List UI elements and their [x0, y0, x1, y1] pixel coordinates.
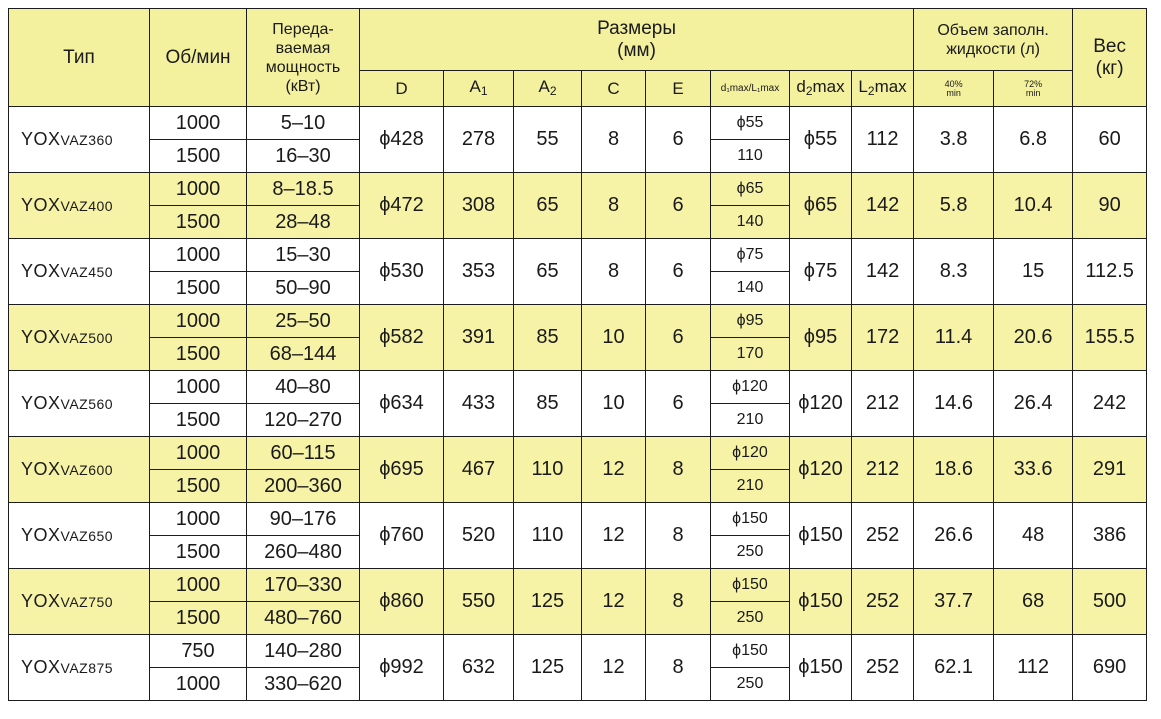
dim-E: 6: [646, 107, 711, 173]
dim-A2: 65: [514, 239, 582, 305]
dim-L2max: 252: [852, 635, 914, 701]
table-row: [9, 305, 1147, 338]
volume-72: 20.6: [994, 305, 1073, 371]
dim-L1max: 140: [711, 206, 790, 239]
table-row: [9, 569, 1147, 602]
dim-L1max: 250: [711, 602, 790, 635]
volume-72: 15: [994, 239, 1073, 305]
weight: 60: [1073, 107, 1147, 173]
dim-C: 8: [582, 173, 646, 239]
power-1: 25–50: [247, 305, 360, 338]
model-type: [9, 569, 150, 635]
dim-d2max: ϕ150: [790, 569, 852, 635]
volume-72: 112: [994, 635, 1073, 701]
header-col-d2-suffix: max: [812, 76, 845, 96]
rpm-2: 1500: [150, 602, 247, 635]
header-col-A2-sub: 2: [549, 83, 557, 98]
dim-A2: 65: [514, 173, 582, 239]
dim-D: ϕ760: [360, 503, 444, 569]
header-col-A1: [444, 71, 514, 107]
weight: 90: [1073, 173, 1147, 239]
power-2: 480–760: [247, 602, 360, 635]
dim-C: 12: [582, 437, 646, 503]
header-col-D: D: [360, 71, 444, 107]
weight: 291: [1073, 437, 1147, 503]
rpm-2: 1500: [150, 404, 247, 437]
weight: 500: [1073, 569, 1147, 635]
dim-D: ϕ472: [360, 173, 444, 239]
rpm-2: 1500: [150, 206, 247, 239]
header-type: Тип: [9, 9, 150, 107]
dim-A1: 278: [444, 107, 514, 173]
dim-L1max: 250: [711, 668, 790, 701]
power-2: 260–480: [247, 536, 360, 569]
dim-L2max: 252: [852, 569, 914, 635]
header-col-C: C: [582, 71, 646, 107]
power-2: 200–360: [247, 470, 360, 503]
dim-E: 8: [646, 437, 711, 503]
rpm-1: 1000: [150, 173, 247, 206]
dim-L2max: 252: [852, 503, 914, 569]
model-suffix: VAZ400: [60, 198, 114, 214]
model-suffix: VAZ750: [60, 594, 114, 610]
header-rpm: Об/мин: [150, 9, 247, 107]
dim-d2max: ϕ75: [790, 239, 852, 305]
dim-D: ϕ860: [360, 569, 444, 635]
header-col-E: E: [646, 71, 711, 107]
dim-L1max: 170: [711, 338, 790, 371]
power-2: 50–90: [247, 272, 360, 305]
power-2: 68–144: [247, 338, 360, 371]
rpm-1: 1000: [150, 503, 247, 536]
model-type: [9, 173, 150, 239]
header-col-d2-sub: 2: [805, 83, 813, 98]
dim-L1max: 250: [711, 536, 790, 569]
volume-72: 48: [994, 503, 1073, 569]
table-row: [9, 503, 1147, 536]
weight: 155.5: [1073, 305, 1147, 371]
rpm-2: 1500: [150, 536, 247, 569]
dim-L1max: 210: [711, 404, 790, 437]
power-1: 15–30: [247, 239, 360, 272]
dim-A2: 110: [514, 437, 582, 503]
dim-C: 8: [582, 107, 646, 173]
model-prefix: YOX: [21, 393, 61, 413]
model-suffix: VAZ450: [60, 264, 114, 280]
model-prefix: YOX: [21, 459, 61, 479]
power-1: 90–176: [247, 503, 360, 536]
table-row: [9, 371, 1147, 404]
rpm-1: 1000: [150, 239, 247, 272]
dim-d1max: ϕ150: [711, 503, 790, 536]
rpm-1: 1000: [150, 437, 247, 470]
volume-40: 11.4: [914, 305, 994, 371]
dim-E: 6: [646, 239, 711, 305]
dim-D: ϕ582: [360, 305, 444, 371]
dim-E: 6: [646, 305, 711, 371]
model-prefix: YOX: [21, 261, 61, 281]
header-vol40-min: min: [946, 87, 961, 98]
header-col-d1-L1: d₁max/L₁max: [711, 71, 790, 107]
dim-L1max: 110: [711, 140, 790, 173]
header-dimensions-line2: (мм): [617, 39, 656, 61]
dim-L2max: 212: [852, 437, 914, 503]
dim-d1max: ϕ75: [711, 239, 790, 272]
header-volume: [914, 9, 1073, 71]
dim-d1max: ϕ150: [711, 635, 790, 668]
volume-72: 26.4: [994, 371, 1073, 437]
header-col-A1-base: A: [469, 76, 481, 96]
dim-E: 6: [646, 173, 711, 239]
dim-d1max: ϕ120: [711, 371, 790, 404]
dim-A1: 433: [444, 371, 514, 437]
dim-d1max: ϕ120: [711, 437, 790, 470]
dim-A1: 391: [444, 305, 514, 371]
model-prefix: YOX: [21, 591, 61, 611]
volume-72: 33.6: [994, 437, 1073, 503]
header-power-line2: ваемая: [275, 39, 331, 57]
spec-table: [8, 8, 1147, 701]
power-1: 140–280: [247, 635, 360, 668]
dim-d2max: ϕ120: [790, 437, 852, 503]
header-col-A1-sub: 1: [480, 83, 488, 98]
model-prefix: YOX: [21, 327, 61, 347]
header-dimensions: [360, 9, 914, 71]
header-power-line1: Переда-: [272, 20, 334, 38]
header-col-L2-base: L: [858, 76, 868, 96]
rpm-1: 1000: [150, 569, 247, 602]
header-power-line3: мощность: [265, 58, 341, 76]
dim-L2max: 142: [852, 239, 914, 305]
header-col-vol72: [994, 71, 1073, 107]
power-2: 28–48: [247, 206, 360, 239]
dim-L2max: 112: [852, 107, 914, 173]
dim-A1: 632: [444, 635, 514, 701]
header-weight-line1: Вес: [1093, 35, 1126, 57]
weight: 386: [1073, 503, 1147, 569]
header-volume-line2: жидкости (л): [946, 40, 1040, 58]
power-2: 120–270: [247, 404, 360, 437]
dim-d2max: ϕ55: [790, 107, 852, 173]
table-row: [9, 635, 1147, 668]
dim-D: ϕ428: [360, 107, 444, 173]
dim-d2max: ϕ120: [790, 371, 852, 437]
header-col-A2-base: A: [538, 76, 550, 96]
dim-E: 8: [646, 569, 711, 635]
header-vol72-min: min: [1025, 87, 1041, 98]
volume-40: 62.1: [914, 635, 994, 701]
model-prefix: YOX: [21, 129, 61, 149]
model-suffix: VAZ560: [60, 396, 114, 412]
volume-40: 5.8: [914, 173, 994, 239]
table-row: [9, 173, 1147, 206]
dim-E: 6: [646, 371, 711, 437]
dim-d1max: ϕ55: [711, 107, 790, 140]
rpm-2: 1000: [150, 668, 247, 701]
power-1: 5–10: [247, 107, 360, 140]
header-power: [247, 9, 360, 107]
header-vol40-pct: 40%: [944, 78, 963, 89]
header-col-A2: [514, 71, 582, 107]
dim-L1max: 210: [711, 470, 790, 503]
model-suffix: VAZ600: [60, 462, 114, 478]
model-prefix: YOX: [21, 525, 61, 545]
dim-C: 8: [582, 239, 646, 305]
model-type: [9, 503, 150, 569]
rpm-1: 1000: [150, 371, 247, 404]
dim-D: ϕ992: [360, 635, 444, 701]
header-col-L2-sub: 2: [867, 83, 875, 98]
dim-A1: 353: [444, 239, 514, 305]
header-col-d2-base: d: [796, 76, 806, 96]
dim-C: 12: [582, 503, 646, 569]
dim-E: 8: [646, 635, 711, 701]
rpm-2: 1500: [150, 338, 247, 371]
header-col-vol40: [914, 71, 994, 107]
model-type: [9, 305, 150, 371]
dim-C: 12: [582, 569, 646, 635]
model-prefix: YOX: [21, 657, 61, 677]
dim-C: 10: [582, 371, 646, 437]
model-type: [9, 107, 150, 173]
dim-d1max: ϕ150: [711, 569, 790, 602]
volume-40: 14.6: [914, 371, 994, 437]
dim-L2max: 212: [852, 371, 914, 437]
dim-A1: 550: [444, 569, 514, 635]
volume-40: 37.7: [914, 569, 994, 635]
header-volume-line1: Объем заполн.: [937, 21, 1049, 39]
dim-d2max: ϕ95: [790, 305, 852, 371]
dim-d1max: ϕ65: [711, 173, 790, 206]
power-1: 8–18.5: [247, 173, 360, 206]
dim-E: 8: [646, 503, 711, 569]
header-col-L2-suffix: max: [874, 76, 907, 96]
weight: 112.5: [1073, 239, 1147, 305]
rpm-1: 750: [150, 635, 247, 668]
power-1: 170–330: [247, 569, 360, 602]
power-1: 60–115: [247, 437, 360, 470]
volume-40: 8.3: [914, 239, 994, 305]
model-type: [9, 371, 150, 437]
dim-d1max: ϕ95: [711, 305, 790, 338]
header-power-line4: (кВт): [285, 77, 321, 95]
power-2: 330–620: [247, 668, 360, 701]
rpm-2: 1500: [150, 470, 247, 503]
dim-D: ϕ634: [360, 371, 444, 437]
dim-C: 10: [582, 305, 646, 371]
model-type: [9, 635, 150, 701]
header-col-d2: [790, 71, 852, 107]
volume-40: 26.6: [914, 503, 994, 569]
rpm-2: 1500: [150, 140, 247, 173]
model-prefix: YOX: [21, 195, 61, 215]
header-vol72-pct: 72%: [1024, 78, 1043, 89]
rpm-2: 1500: [150, 272, 247, 305]
volume-40: 3.8: [914, 107, 994, 173]
power-2: 16–30: [247, 140, 360, 173]
power-1: 40–80: [247, 371, 360, 404]
header-weight-line2: (кг): [1095, 57, 1124, 79]
volume-72: 10.4: [994, 173, 1073, 239]
volume-72: 68: [994, 569, 1073, 635]
header-weight: [1073, 9, 1147, 107]
dim-A1: 308: [444, 173, 514, 239]
dim-L2max: 142: [852, 173, 914, 239]
dim-A2: 85: [514, 371, 582, 437]
model-suffix: VAZ650: [60, 528, 114, 544]
model-type: [9, 437, 150, 503]
dim-A2: 55: [514, 107, 582, 173]
volume-72: 6.8: [994, 107, 1073, 173]
dim-A2: 85: [514, 305, 582, 371]
dim-D: ϕ530: [360, 239, 444, 305]
dim-L2max: 172: [852, 305, 914, 371]
dim-C: 12: [582, 635, 646, 701]
dim-A2: 110: [514, 503, 582, 569]
model-suffix: VAZ500: [60, 330, 114, 346]
rpm-1: 1000: [150, 107, 247, 140]
dim-D: ϕ695: [360, 437, 444, 503]
dim-A1: 520: [444, 503, 514, 569]
table-row: [9, 239, 1147, 272]
table-row: [9, 107, 1147, 140]
dim-d2max: ϕ150: [790, 635, 852, 701]
rpm-1: 1000: [150, 305, 247, 338]
volume-40: 18.6: [914, 437, 994, 503]
header-col-L2: [852, 71, 914, 107]
weight: 690: [1073, 635, 1147, 701]
weight: 242: [1073, 371, 1147, 437]
dim-A1: 467: [444, 437, 514, 503]
dim-A2: 125: [514, 569, 582, 635]
dim-L1max: 140: [711, 272, 790, 305]
dim-A2: 125: [514, 635, 582, 701]
model-type: [9, 239, 150, 305]
model-suffix: VAZ875: [60, 660, 114, 676]
header-dimensions-line1: Размеры: [597, 17, 677, 39]
dim-d2max: ϕ150: [790, 503, 852, 569]
model-suffix: VAZ360: [60, 132, 114, 148]
table-row: [9, 437, 1147, 470]
dim-d2max: ϕ65: [790, 173, 852, 239]
